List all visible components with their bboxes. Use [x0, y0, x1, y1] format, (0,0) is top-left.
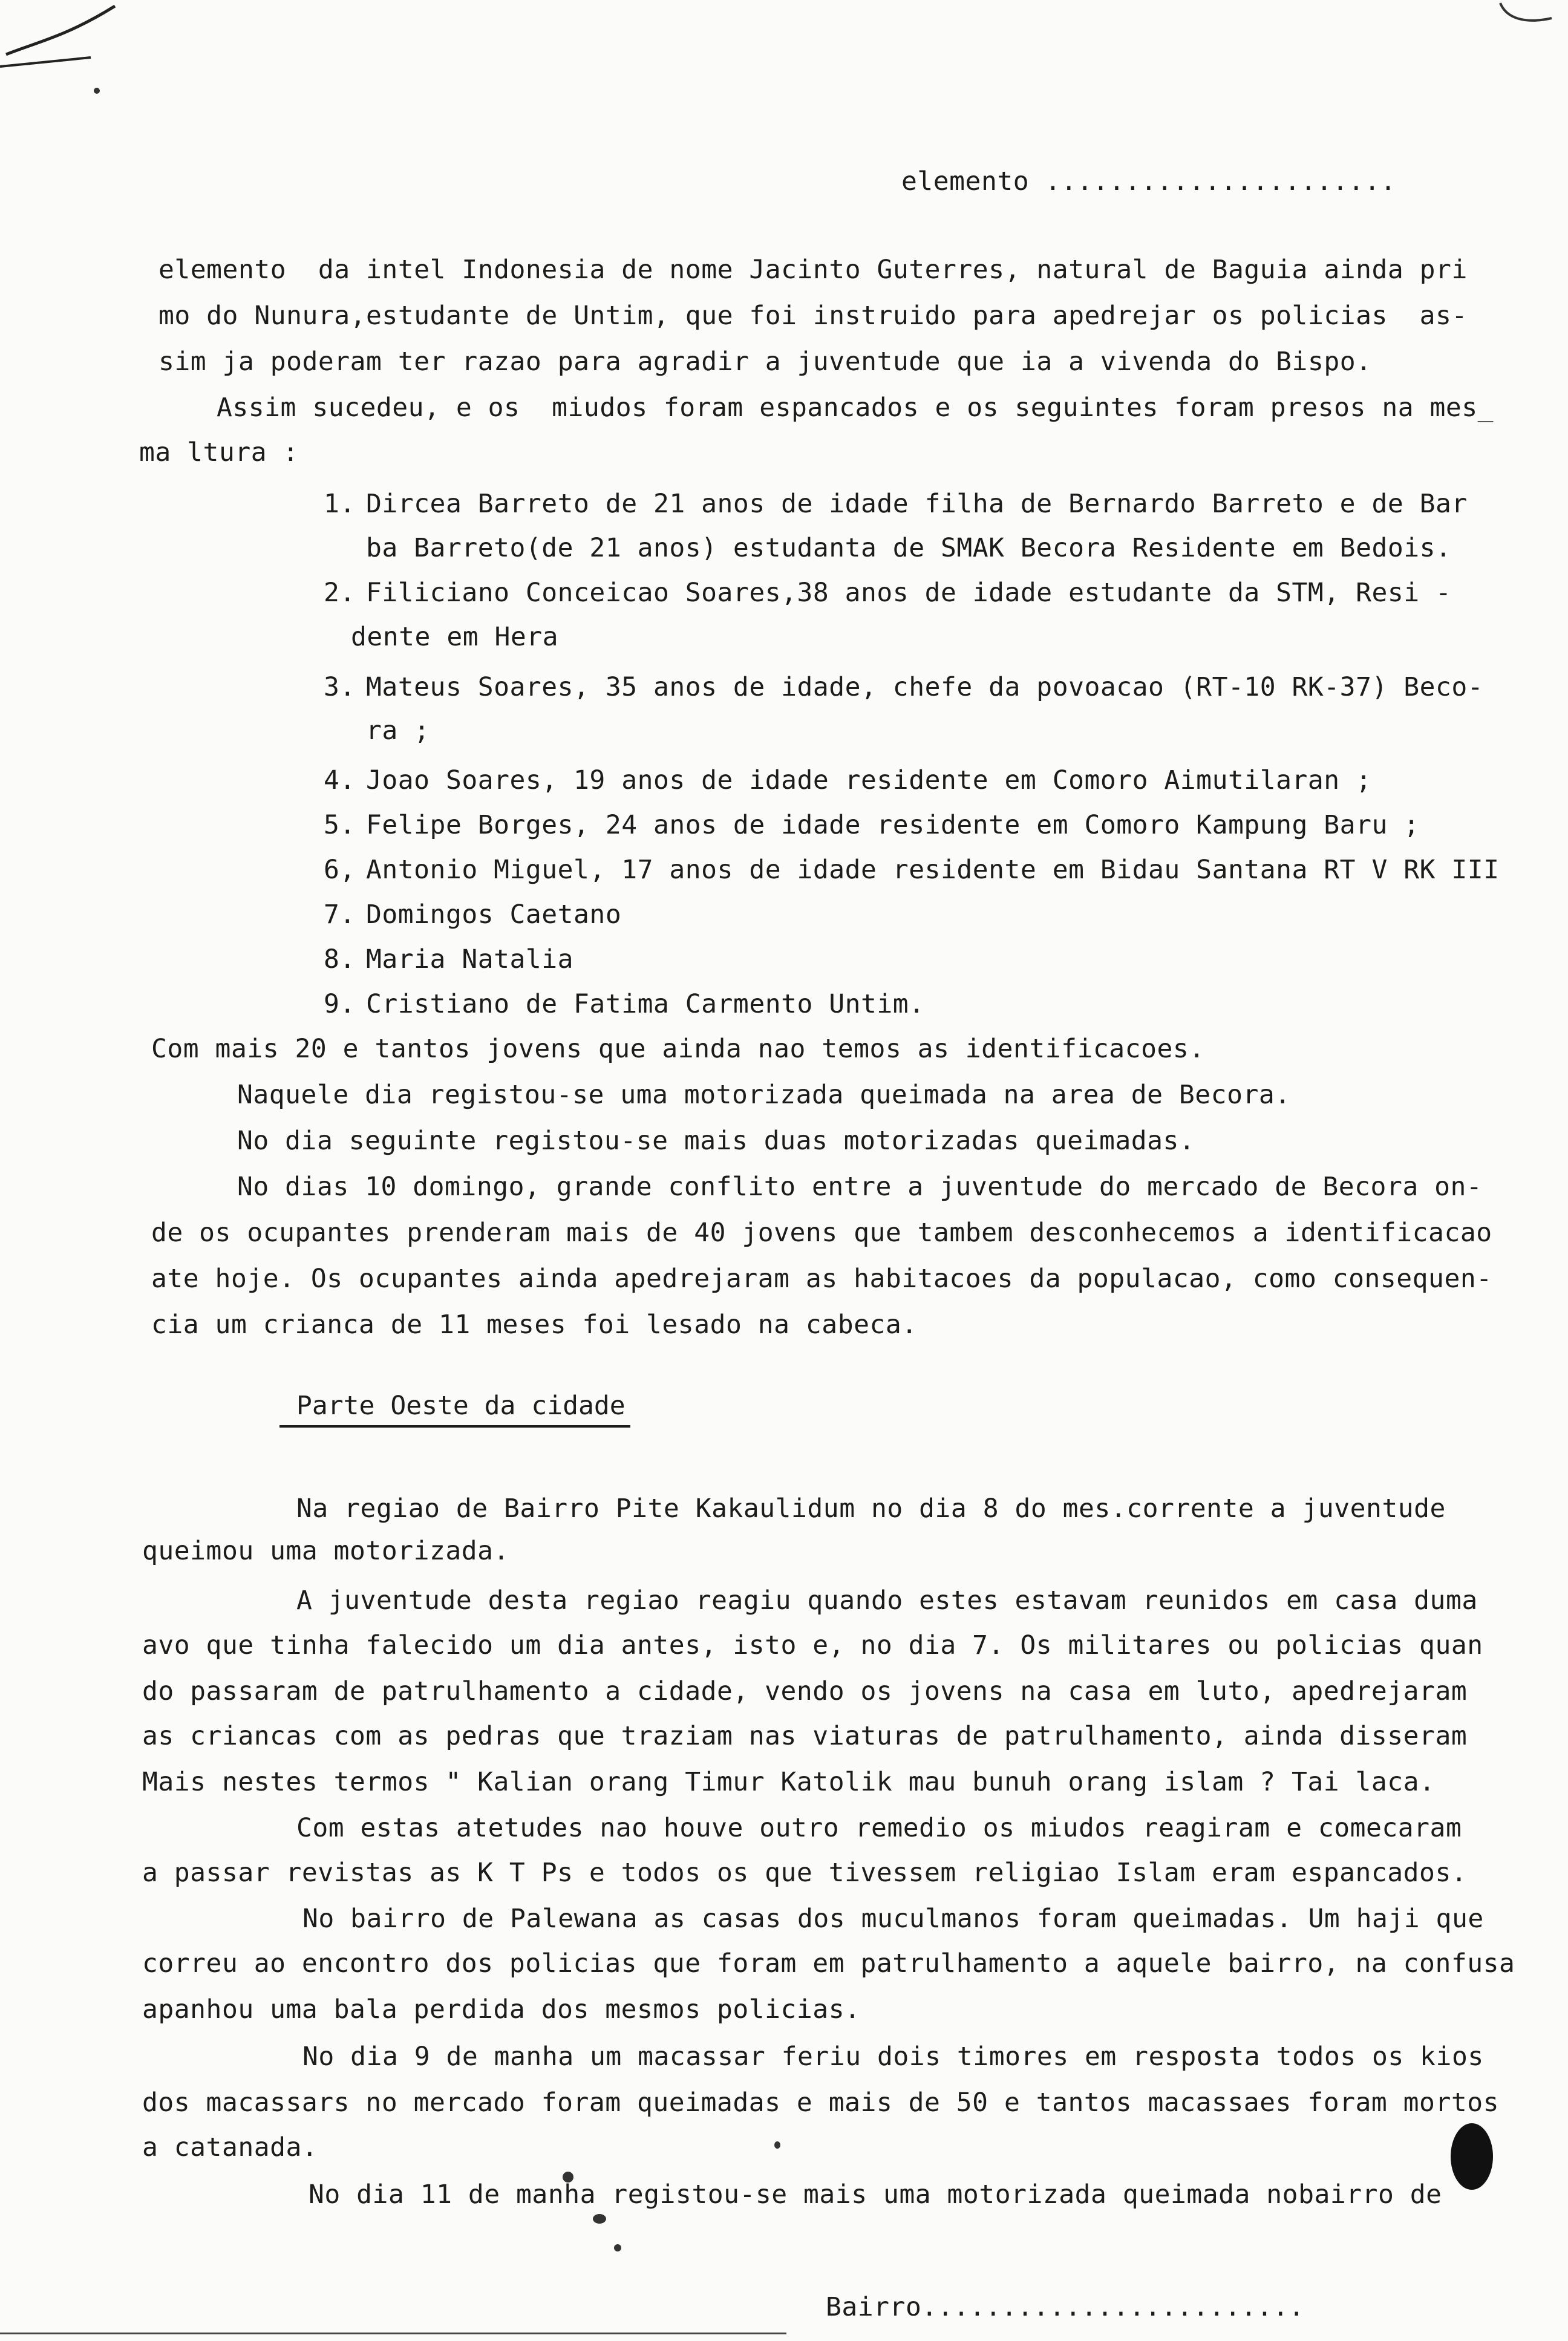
paragraph-line: No dia 9 de manha um macassar feriu dois timores em resposta todos os kios: [302, 2042, 1484, 2072]
list-number: 3.: [324, 672, 356, 702]
list-number: 2.: [324, 578, 356, 608]
corner-scribble-mark: [1494, 0, 1561, 36]
list-number: 9.: [324, 989, 356, 1019]
list-number: 6,: [324, 855, 356, 885]
page-edge-line: [0, 2333, 786, 2334]
paragraph-line: dos macassars no mercado foram queimadas e mais de 50 e tantos macassaes foram mortos: [142, 2088, 1499, 2118]
paragraph-line: No dia seguinte registou-se mais duas motorizadas queimadas.: [237, 1126, 1195, 1156]
list-item-line: Domingos Caetano: [366, 900, 622, 930]
paragraph-line: a catanada.: [142, 2132, 318, 2163]
paragraph-line: A juventude desta regiao reagiu quando estes estavam reunidos em casa duma: [296, 1585, 1478, 1616]
list-item-line: dente em Hera: [351, 622, 559, 652]
list-number: 7.: [324, 900, 356, 930]
list-item-line: Cristiano de Fatima Carmento Untim.: [366, 989, 925, 1019]
footer-line: Bairro........................: [826, 2292, 1305, 2322]
list-number: 8.: [324, 944, 356, 975]
list-item-line: Mateus Soares, 35 anos de idade, chefe da povoacao (RT-10 RK-37) Beco-: [366, 672, 1484, 702]
ink-blot: [1451, 2123, 1493, 2190]
ink-speck: [593, 2214, 606, 2224]
section-heading: Parte Oeste da cidade: [296, 1391, 626, 1421]
list-number: 4.: [324, 765, 356, 795]
paragraph-line: No bairro de Palewana as casas dos muculmanos foram queimadas. Um haji que: [302, 1904, 1484, 1934]
list-number: 5.: [324, 810, 356, 840]
paragraph-line: do passaram de patrulhamento a cidade, vendo os jovens na casa em luto, apedrejaram: [142, 1676, 1468, 1706]
list-item-line: Joao Soares, 19 anos de idade residente em Comoro Aimutilaran ;: [366, 765, 1372, 795]
paragraph-line: as criancas com as pedras que traziam nas viaturas de patrulhamento, ainda disseram: [142, 1721, 1468, 1751]
paragraph-line: sim ja poderam ter razao para agradir a juventude que ia a vivenda do Bispo.: [158, 347, 1372, 377]
paragraph-line: elemento da intel Indonesia de nome Jacinto Guterres, natural de Baguia ainda pri: [158, 255, 1468, 285]
heading-underline: [279, 1425, 630, 1428]
pen-scribble-mark: [0, 0, 133, 97]
list-item-line: Felipe Borges, 24 anos de idade residente em Comoro Kampung Baru ;: [366, 810, 1420, 840]
paragraph-line: apanhou uma bala perdida dos mesmos policias.: [142, 1994, 861, 2025]
header-line: elemento ......................: [901, 166, 1397, 197]
paragraph-line: cia um crianca de 11 meses foi lesado na cabeca.: [151, 1310, 918, 1340]
list-number: 1.: [324, 489, 356, 519]
paragraph-line: No dias 10 domingo, grande conflito entre a juventude do mercado de Becora on-: [237, 1172, 1483, 1202]
paragraph-line: ate hoje. Os ocupantes ainda apedrejaram as habitacoes da populacao, como consequen-: [151, 1264, 1492, 1294]
paragraph-line: correu ao encontro dos policias que foram em patrulhamento a aquele bairro, na confusa: [142, 1948, 1515, 1979]
list-item-line: Maria Natalia: [366, 944, 574, 975]
list-item-line: Filiciano Conceicao Soares,38 anos de idade estudante da STM, Resi -: [366, 578, 1452, 608]
paragraph-line: avo que tinha falecido um dia antes, isto e, no dia 7. Os militares ou policias quan: [142, 1630, 1483, 1660]
list-item-line: ra ;: [366, 716, 430, 746]
list-item-line: Antonio Miguel, 17 anos de idade residente em Bidau Santana RT V RK III: [366, 855, 1500, 885]
paragraph-line: queimou uma motorizada.: [142, 1536, 509, 1566]
paragraph-line: ma ltura :: [139, 437, 299, 468]
paragraph-line: Naquele dia registou-se uma motorizada queimada na area de Becora.: [237, 1080, 1291, 1110]
paragraph-line: No dia 11 de manha registou-se mais uma motorizada queimada nobairro de: [309, 2179, 1442, 2210]
paragraph-line: Assim sucedeu, e os miudos foram espancados e os seguintes foram presos na mes_: [217, 393, 1494, 423]
paragraph-line: a passar revistas as K T Ps e todos os que tivessem religiao Islam eram espancados.: [142, 1858, 1468, 1888]
paragraph-line: Na regiao de Bairro Pite Kakaulidum no dia 8 do mes.corrente a juventude: [296, 1494, 1446, 1524]
paragraph-line: mo do Nunura,estudante de Untim, que foi instruido para apedrejar os policias as-: [158, 301, 1468, 331]
paragraph-line: Com estas atetudes nao houve outro remedio os miudos reagiram e comecaram: [296, 1813, 1462, 1843]
paragraph-line: Com mais 20 e tantos jovens que ainda nao temos as identificacoes.: [151, 1034, 1205, 1064]
ink-speck: [614, 2244, 621, 2251]
list-item-line: Dircea Barreto de 21 anos de idade filha de Bernardo Barreto e de Bar: [366, 489, 1468, 519]
ink-speck: [774, 2141, 780, 2149]
paragraph-line: Mais nestes termos " Kalian orang Timur Katolik mau bunuh orang islam ? Tai laca.: [142, 1767, 1436, 1797]
paragraph-line: de os ocupantes prenderam mais de 40 jovens que tambem desconhecemos a identificacao: [151, 1218, 1492, 1248]
list-item-line: ba Barreto(de 21 anos) estudanta de SMAK Becora Residente em Bedois.: [366, 533, 1452, 563]
